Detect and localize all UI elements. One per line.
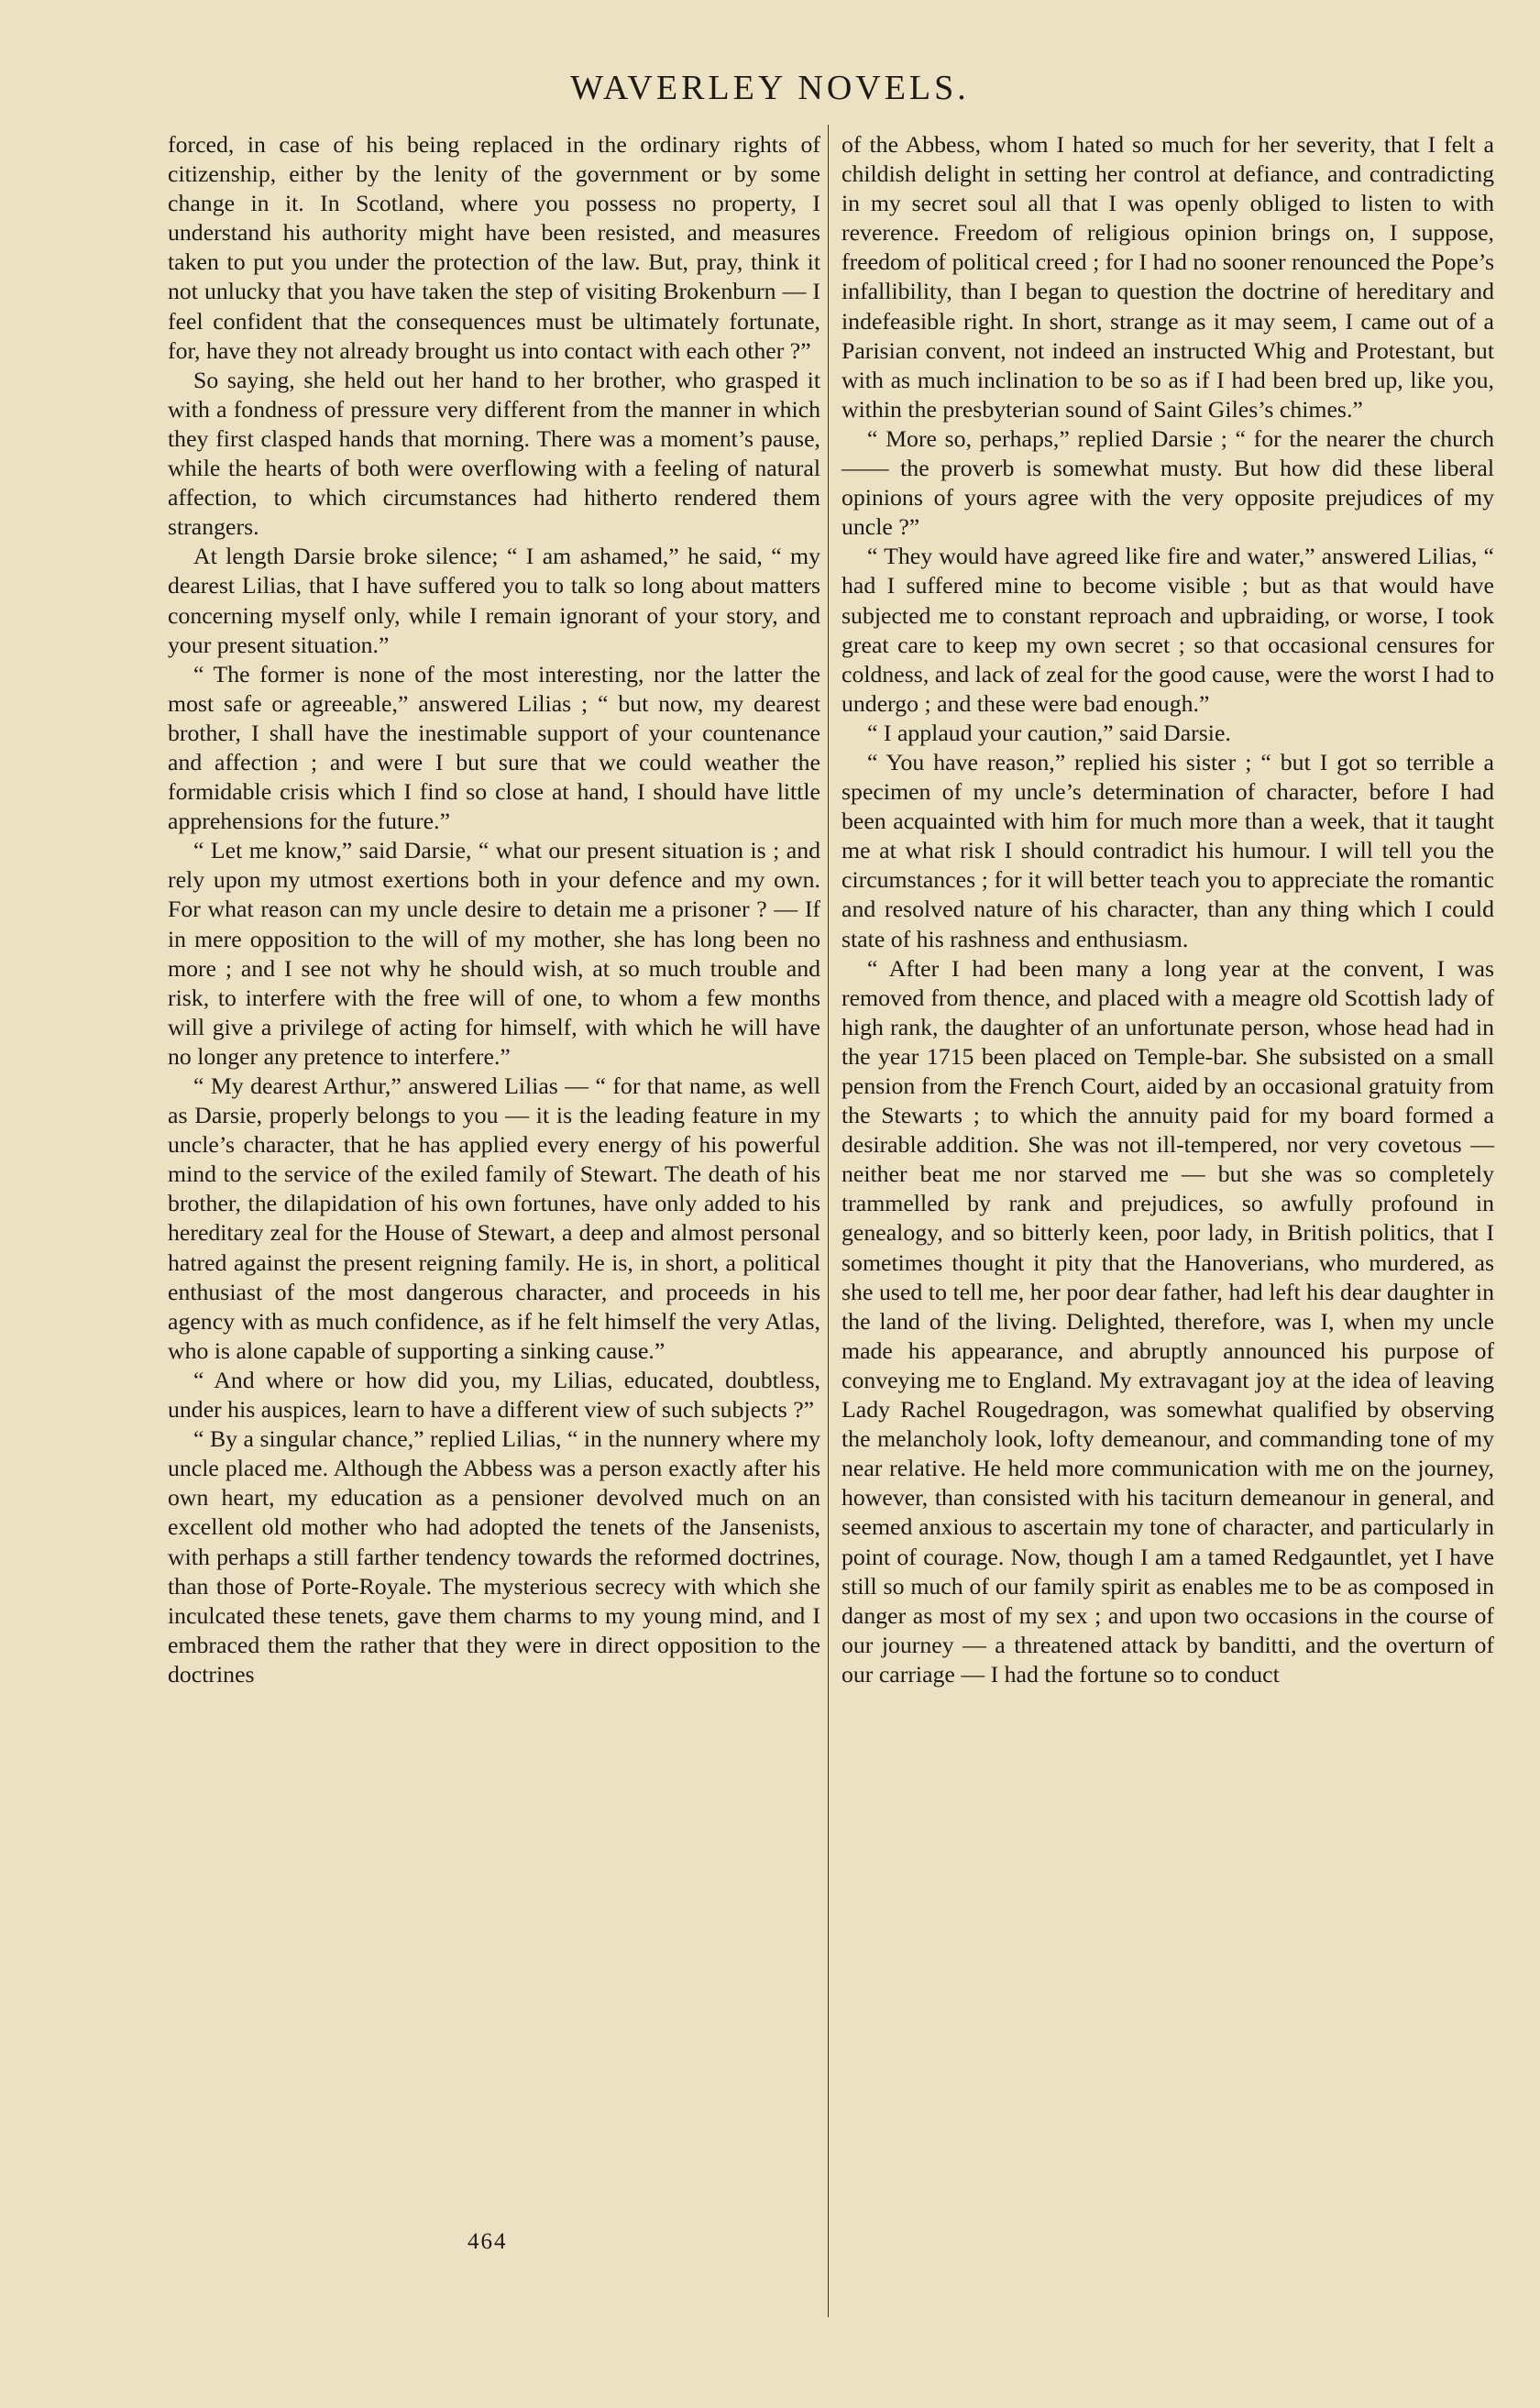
paragraph: “ And where or how did you, my Lilias, educated, doubtless, under his auspices, learn to have a different view of such subjects ?” — [168, 1366, 820, 1424]
paragraph: “ They would have agreed like fire and water,” answered Lilias, “ had I suffered mine to become visible ; but as that would have subjected me to constant reproach and upbraiding, or worse, I took great care to keep my own secret ; so that occasional censures for coldness, and lack of zeal for the good cause, were the worst I had to undergo ; and these were bad enough.” — [842, 543, 1494, 717]
paragraph: of the Abbess, whom I hated so much for her severity, that I felt a childish delight in setting her control at defiance, and contradicting in my secret soul all that I was openly obliged to listen to with reverence. Freedom of religious opinion brings on, I suppose, freedom of political creed ; for I had no sooner renounced the Pope’s infallibility, than I began to question the doctrine of hereditary and indefeasible right. In short, strange as it may seem, I came out of a Parisian convent, not indeed an instructed Whig and Protestant, but with as much inclination to be so as if I had been bred up, like you, within the presbyterian sound of Saint Giles’s chimes.” — [842, 131, 1494, 423]
page-number: 464 — [468, 2229, 508, 2254]
paragraph: forced, in case of his being replaced in the ordinary rights of citizenship, either by the lenity of the government or by some change in it. In Scotland, where you possess no property, I understand his authority might have been resisted, and measures taken to put you under the protection of the law. But, pray, think it not unlucky that you have taken the step of visiting Brokenburn — I feel confident that the consequences must be ultimately fortunate, for, have they not already brought us into contact with each other ?” — [168, 131, 820, 364]
paragraph: “ You have reason,” replied his sister ; “ but I got so terrible a specimen of my uncle’s determination of character, before I had been acquainted with him for much more than a week, that it taught me at what risk I should contradict his humour. I will tell you the circumstances ; for it will better teach you to appreciate the romantic and resolved nature of his character, than any thing which I could state of his rashness and enthusiasm. — [842, 748, 1494, 952]
paragraph: At length Darsie broke silence; “ I am ashamed,” he said, “ my dearest Lilias, that I have suffered you to talk so long about matters concerning myself only, while I remain ignorant of your story, and your present situation.” — [168, 543, 820, 658]
right-text-column — [842, 130, 1494, 1689]
running-header-title: WAVERLEY NOVELS. — [570, 69, 970, 107]
column-divider-rule — [828, 125, 829, 2317]
paragraph: “ More so, perhaps,” replied Darsie ; “ for the nearer the church —— the proverb is somewhat musty. But how did these liberal opinions of yours agree with the very opposite prejudices of my uncle ?” — [842, 424, 1494, 541]
paragraph: “ By a singular chance,” replied Lilias, “ in the nunnery where my uncle placed me. Although the Abbess was a person exactly after his own heart, my education as a pensioner devolved much on an excellent old mother who had adopted the tenets of the Jansenists, with perhaps a still farther tendency towards the reformed doctrines, than those of Porte-Royale. The mysterious secrecy with which she inculcated these tenets, gave them charms to my young mind, and I embraced them the rather that they were in direct opposition to the doctrines — [168, 1425, 820, 1688]
paragraph: “ I applaud your caution,” said Darsie. — [867, 719, 1231, 746]
left-text-column — [168, 130, 820, 1689]
paragraph: So saying, she held out her hand to her brother, who grasped it with a fondness of pressure very different from the manner in which they first clasped hands that morning. There was a moment’s pause, while the hearts of both were overflowing with a feeling of natural affection, to which circumstances had hitherto rendered them strangers. — [168, 366, 820, 541]
paragraph: “ Let me know,” said Darsie, “ what our present situation is ; and rely upon my utmost exertions both in your defence and my own. For what reason can my uncle desire to detain me a prisoner ? — If in mere opposition to the will of my mother, she has long been no more ; and I see not why he should wish, at so much trouble and risk, to interfere with the free will of one, to whom a few months will give a privilege of acting for himself, with which he will have no longer any pretence to interfere.” — [168, 837, 820, 1070]
paragraph: “ The former is none of the most interesting, nor the latter the most safe or agreeable,” answered Lilias ; “ but now, my dearest brother, I shall have the inestimable support of your countenance and affection ; and were I but sure that we could weather the formidable crisis which I find so close at hand, I should have little apprehensions for the future.” — [168, 660, 820, 835]
paragraph: “ My dearest Arthur,” answered Lilias — “ for that name, as well as Darsie, properly belongs to you — it is the leading feature in my uncle’s character, that he has applied every energy of his powerful mind to the service of the exiled family of Stewart. The death of his brother, the dilapidation of his own fortunes, have only added to his hereditary zeal for the House of Stewart, a deep and almost personal hatred against the present reigning family. He is, in short, a political enthusiast of the most dangerous character, and proceeds in his agency with as much confidence, as if he felt himself the very Atlas, who is alone capable of supporting a sinking cause.” — [168, 1072, 820, 1364]
paragraph: “ After I had been many a long year at the convent, I was removed from thence, and placed with a meagre old Scottish lady of high rank, the daughter of an unfortunate person, whose head had in the year 1715 been placed on Temple-bar. She subsisted on a small pension from the French Court, aided by an occasional gratuity from the Stewarts ; to which the annuity paid for my board formed a desirable addition. She was not ill-tempered, nor very covetous — neither beat me nor starved me — but she was so completely trammelled by rank and prejudices, so awfully profound in genealogy, and so bitterly keen, poor lady, in British politics, that I sometimes thought it pity that the Hanoverians, who murdered, as she used to tell me, her poor dear father, had left his dear daughter in the land of the living. Delighted, therefore, was I, when my uncle made his appearance, and abruptly announced his purpose of conveying me to England. My extravagant joy at the idea of leaving Lady Rachel Rougedragon, was somewhat qualified by observing the melancholy look, lofty demeanour, and commanding tone of my near relative. He held more communication with me on the journey, however, than consisted with his taciturn demeanour in general, and seemed anxious to ascertain my tone of character, and particularly in point of courage. Now, though I am a tamed Redgauntlet, yet I have still so much of our family spirit as enables me to be as composed in danger as most of my sex ; and upon two occasions in the course of our journey — a threatened attack by banditti, and the overturn of our carriage — I had the fortune so to conduct — [842, 954, 1494, 1688]
